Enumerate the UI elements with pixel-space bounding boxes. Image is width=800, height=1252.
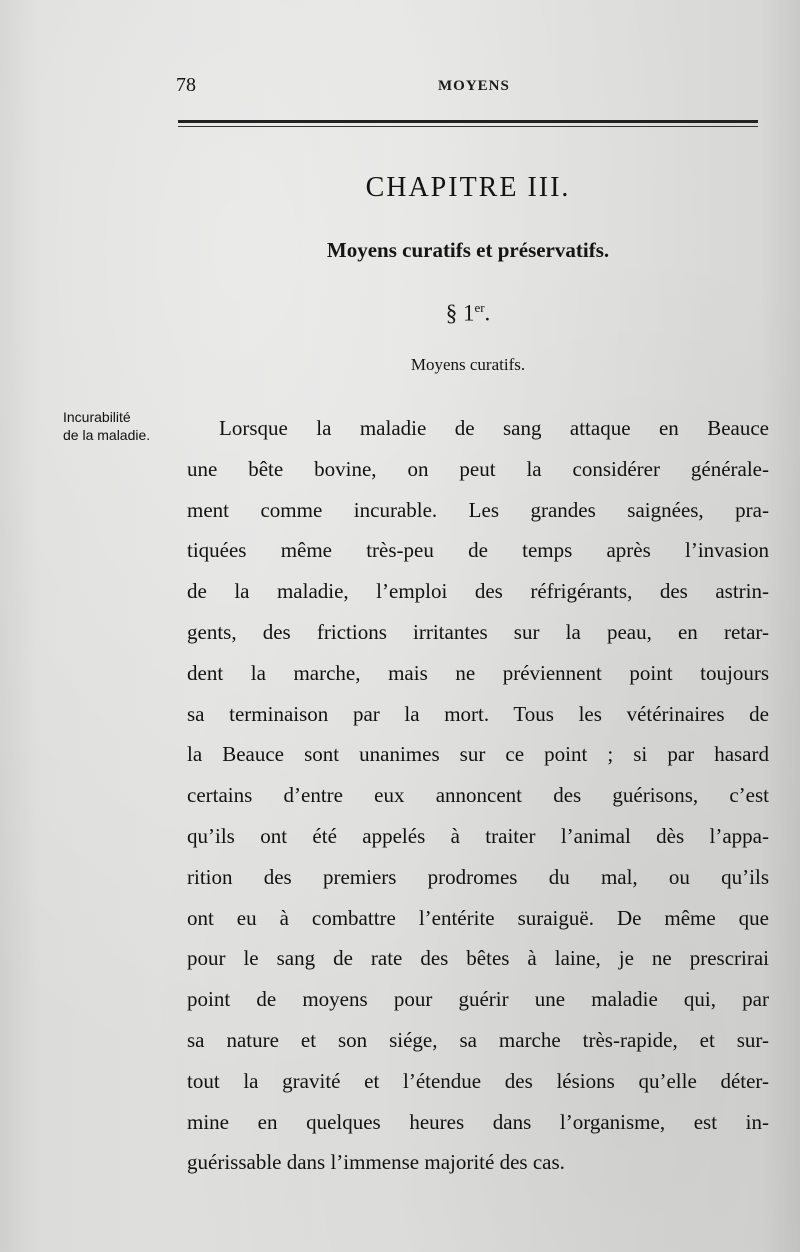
text-line: tiquées même très-peu de temps après l’invasion xyxy=(187,538,769,563)
text-line: point de moyens pour guérir une maladie qui, par xyxy=(187,987,769,1012)
body-paragraph xyxy=(187,408,769,1183)
text-line: pour le sang de rate des bêtes à laine, je ne prescrirai xyxy=(187,946,769,971)
header-rule-thin xyxy=(178,126,758,127)
text-line: une bête bovine, on peut la considérer générale- xyxy=(187,456,769,481)
section-mark-superscript: er xyxy=(474,300,485,315)
page-number: 78 xyxy=(176,74,196,96)
text-line: certains d’entre eux annoncent des guérisons, c’est xyxy=(187,783,769,808)
text-line: sa nature et son siége, sa marche très-rapide, et sur- xyxy=(187,1027,769,1052)
section-number xyxy=(178,300,758,327)
text-line: la Beauce sont unanimes sur ce point ; si par hasard xyxy=(187,742,769,767)
margin-note-line-2: de la maladie. xyxy=(63,427,151,443)
text-line: ont eu à combattre l’entérite suraiguë. De même que xyxy=(187,905,769,930)
text-line: de la maladie, l’emploi des réfrigérants, des astrin- xyxy=(187,579,769,604)
text-line: ment comme incurable. Les grandes saignées, pra- xyxy=(187,497,769,522)
chapter-subtitle: Moyens curatifs et préservatifs. xyxy=(326,238,610,262)
section-mark-text: § 1 xyxy=(445,300,475,326)
header-rule-thick xyxy=(178,120,758,123)
section-title: Moyens curatifs. xyxy=(410,355,526,374)
text-line: sa terminaison par la mort. Tous les vétérinaires de xyxy=(187,701,769,726)
text-line: tout la gravité et l’étendue des lésions qu’elle déter- xyxy=(187,1068,769,1093)
text-line: Lorsque la maladie de sang attaque en Beauce xyxy=(219,416,769,440)
text-line: rition des premiers prodromes du mal, ou qu’ils xyxy=(187,864,769,889)
text-line: qu’ils ont été appelés à traiter l’animal dès l’appa- xyxy=(187,823,769,848)
text-line: gents, des frictions irritantes sur la peau, en retar- xyxy=(187,619,769,644)
text-line: mine en quelques heures dans l’organisme, est in- xyxy=(187,1109,769,1134)
header-rule xyxy=(178,120,758,130)
section-mark-suffix: . xyxy=(484,300,491,326)
margin-note xyxy=(63,408,178,444)
chapter-title: CHAPITRE III. xyxy=(365,172,571,203)
margin-note-line-1: Incurabilité xyxy=(63,409,131,425)
page-header xyxy=(176,74,776,104)
text-line: dent la marche, mais ne préviennent point toujours xyxy=(187,660,769,685)
running-head: MOYENS xyxy=(438,78,510,94)
text-line: guérissable dans l’immense majorité des cas. xyxy=(187,1150,565,1175)
